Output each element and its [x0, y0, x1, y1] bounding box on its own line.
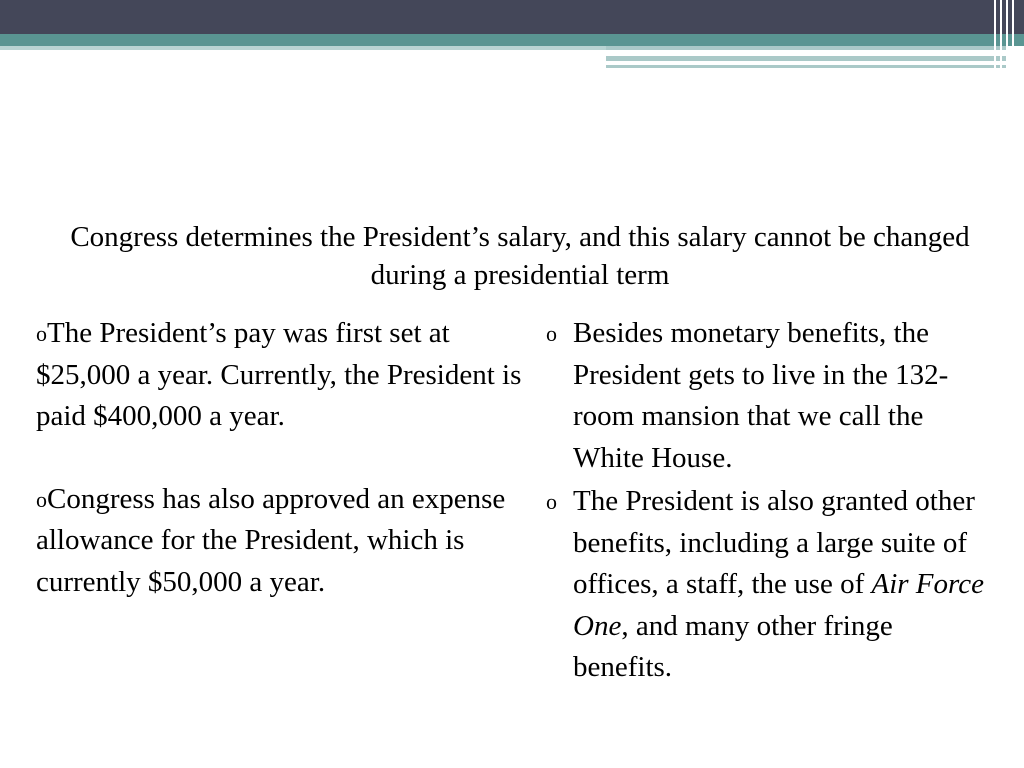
left-bullet-text: The President’s pay was first set at $25,000 a year. Currently, the President is paid $400,000 a year.: [36, 317, 522, 432]
air-force-one-italic: Air Force One: [573, 568, 984, 642]
right-column: [546, 313, 996, 691]
right-bullet-item: [546, 313, 996, 479]
header-band-step-line: [606, 61, 1006, 65]
slide-title: Congress determines the President’s salary, and this salary cannot be changed during a presidential term: [70, 221, 970, 291]
left-bullet-item: [36, 479, 526, 604]
bullet-circle-icon: o: [546, 321, 557, 346]
header-band-step-gap: [606, 50, 1006, 56]
header-stripes: [990, 0, 1024, 68]
header-stripe: [1000, 0, 1002, 68]
left-bullet-text: Congress has also approved an expense allowance for the President, which is currently $50,000 a year.: [36, 482, 506, 598]
right-bullet-text-start: The President is also granted other benefits, including a large suite of offices, a staff, the use of: [573, 485, 975, 600]
right-bullet-text: Besides monetary benefits, the President gets to live in the 132-room mansion that we call the White House.: [573, 317, 949, 474]
header-stripe: [994, 0, 996, 68]
bullet-circle-icon: o: [546, 489, 557, 514]
header-band-dark: [0, 0, 1024, 34]
header-stripe: [1006, 0, 1008, 68]
left-column: [36, 313, 526, 644]
header-stripe: [1012, 0, 1014, 68]
bullet-circle-icon: o: [36, 486, 47, 512]
right-bullet-text-end: , and many other fringe benefits.: [573, 609, 893, 683]
bullet-circle-icon: o: [36, 321, 47, 346]
right-bullet-item: [546, 481, 996, 689]
header-band-light: [0, 46, 608, 50]
left-bullet-item: [36, 313, 526, 438]
header-band-teal: [0, 34, 1024, 46]
